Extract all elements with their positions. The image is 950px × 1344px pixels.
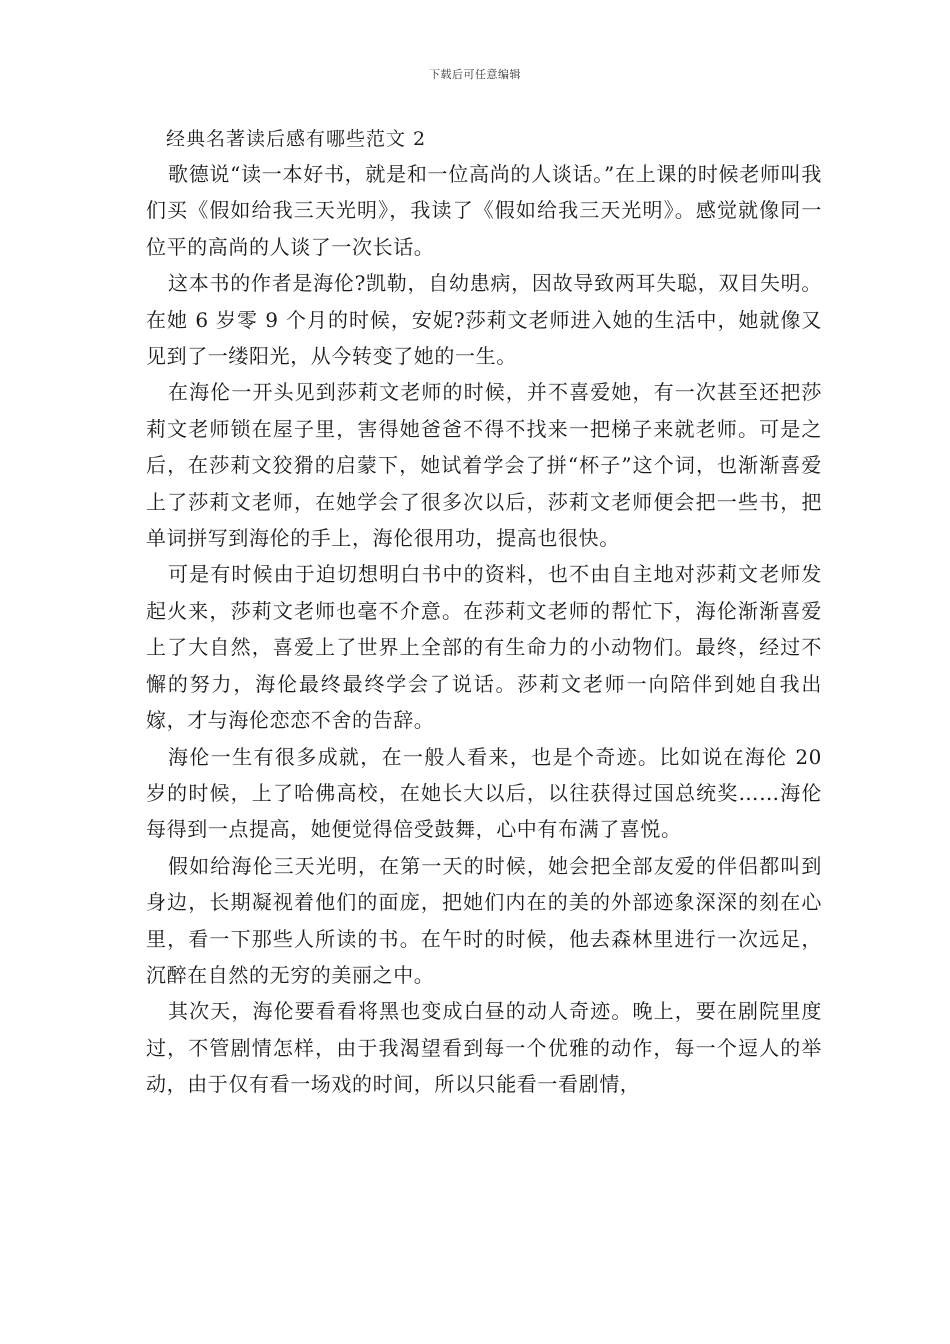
paragraph-3: 在海伦一开头见到莎莉文老师的时候，并不喜爱她，有一次甚至还把莎莉文老师锁在屋子里，害得她爸爸不得不找来一把梯子来就老师。可是之后，在莎莉文狡猾的启蒙下，她试着学会了拼“杯子”这个词，也渐渐喜爱上了莎莉文老师，在她学会了很多次以后，莎莉文老师便会把一些书，把单词拼写到海伦的手上，海伦很用功，提高也很快。 bbox=[146, 380, 822, 551]
document-title: 经典名著读后感有哪些范文 2 bbox=[166, 128, 427, 150]
paragraph-7: 其次天，海伦要看看将黑也变成白昼的动人奇迹。晚上，要在剧院里度过，不管剧情怎样，由于我渴望看到每一个优雅的动作，每一个逗人的举动，由于仅有看一场戏的时间，所以只能看一看剧情， bbox=[146, 999, 822, 1097]
header-note: 下载后可任意编辑 bbox=[429, 68, 521, 81]
paragraph-2: 这本书的作者是海伦?凯勒，自幼患病，因故导致两耳失聪，双目失明。在她 6 岁零 9 个月的时候，安妮?莎莉文老师进入她的生活中，她就像又见到了一缕阳光，从今转变了她的一生。 bbox=[146, 271, 822, 369]
paragraph-1: 歌德说“读一本好书，就是和一位高尚的人谈话。”在上课的时候老师叫我们买《假如给我三天光明》，我读了《假如给我三天光明》。感觉就像同一位平的高尚的人谈了一次长话。 bbox=[146, 162, 822, 259]
document-body bbox=[146, 156, 822, 1103]
paragraph-6: 假如给海伦三天光明，在第一天的时候，她会把全部友爱的伴侣都叫到身边，长期凝视着他们的面庞，把她们内在的美的外部迹象深深的刻在心里，看一下那些人所读的书。在午时的时候，他去森林里进行一次远足，沉醉在自然的无穷的美丽之中。 bbox=[146, 853, 822, 987]
paragraph-5: 海伦一生有很多成就，在一般人看来，也是个奇迹。比如说在海伦 20 岁的时候，上了哈佛高校，在她长大以后，以往获得过国总统奖……海伦每得到一点提高，她便觉得倍受鼓舞，心中有布满了喜悦。 bbox=[146, 744, 822, 842]
paragraph-4: 可是有时候由于迫切想明白书中的资料，也不由自主地对莎莉文老师发起火来，莎莉文老师也毫不介意。在莎莉文老师的帮忙下，海伦渐渐喜爱上了大自然，喜爱上了世界上全部的有生命力的小动物们。最终，经过不懈的努力，海伦最终最终学会了说话。莎莉文老师一向陪伴到她自我出嫁，才与海伦恋恋不舍的告辞。 bbox=[146, 562, 822, 733]
